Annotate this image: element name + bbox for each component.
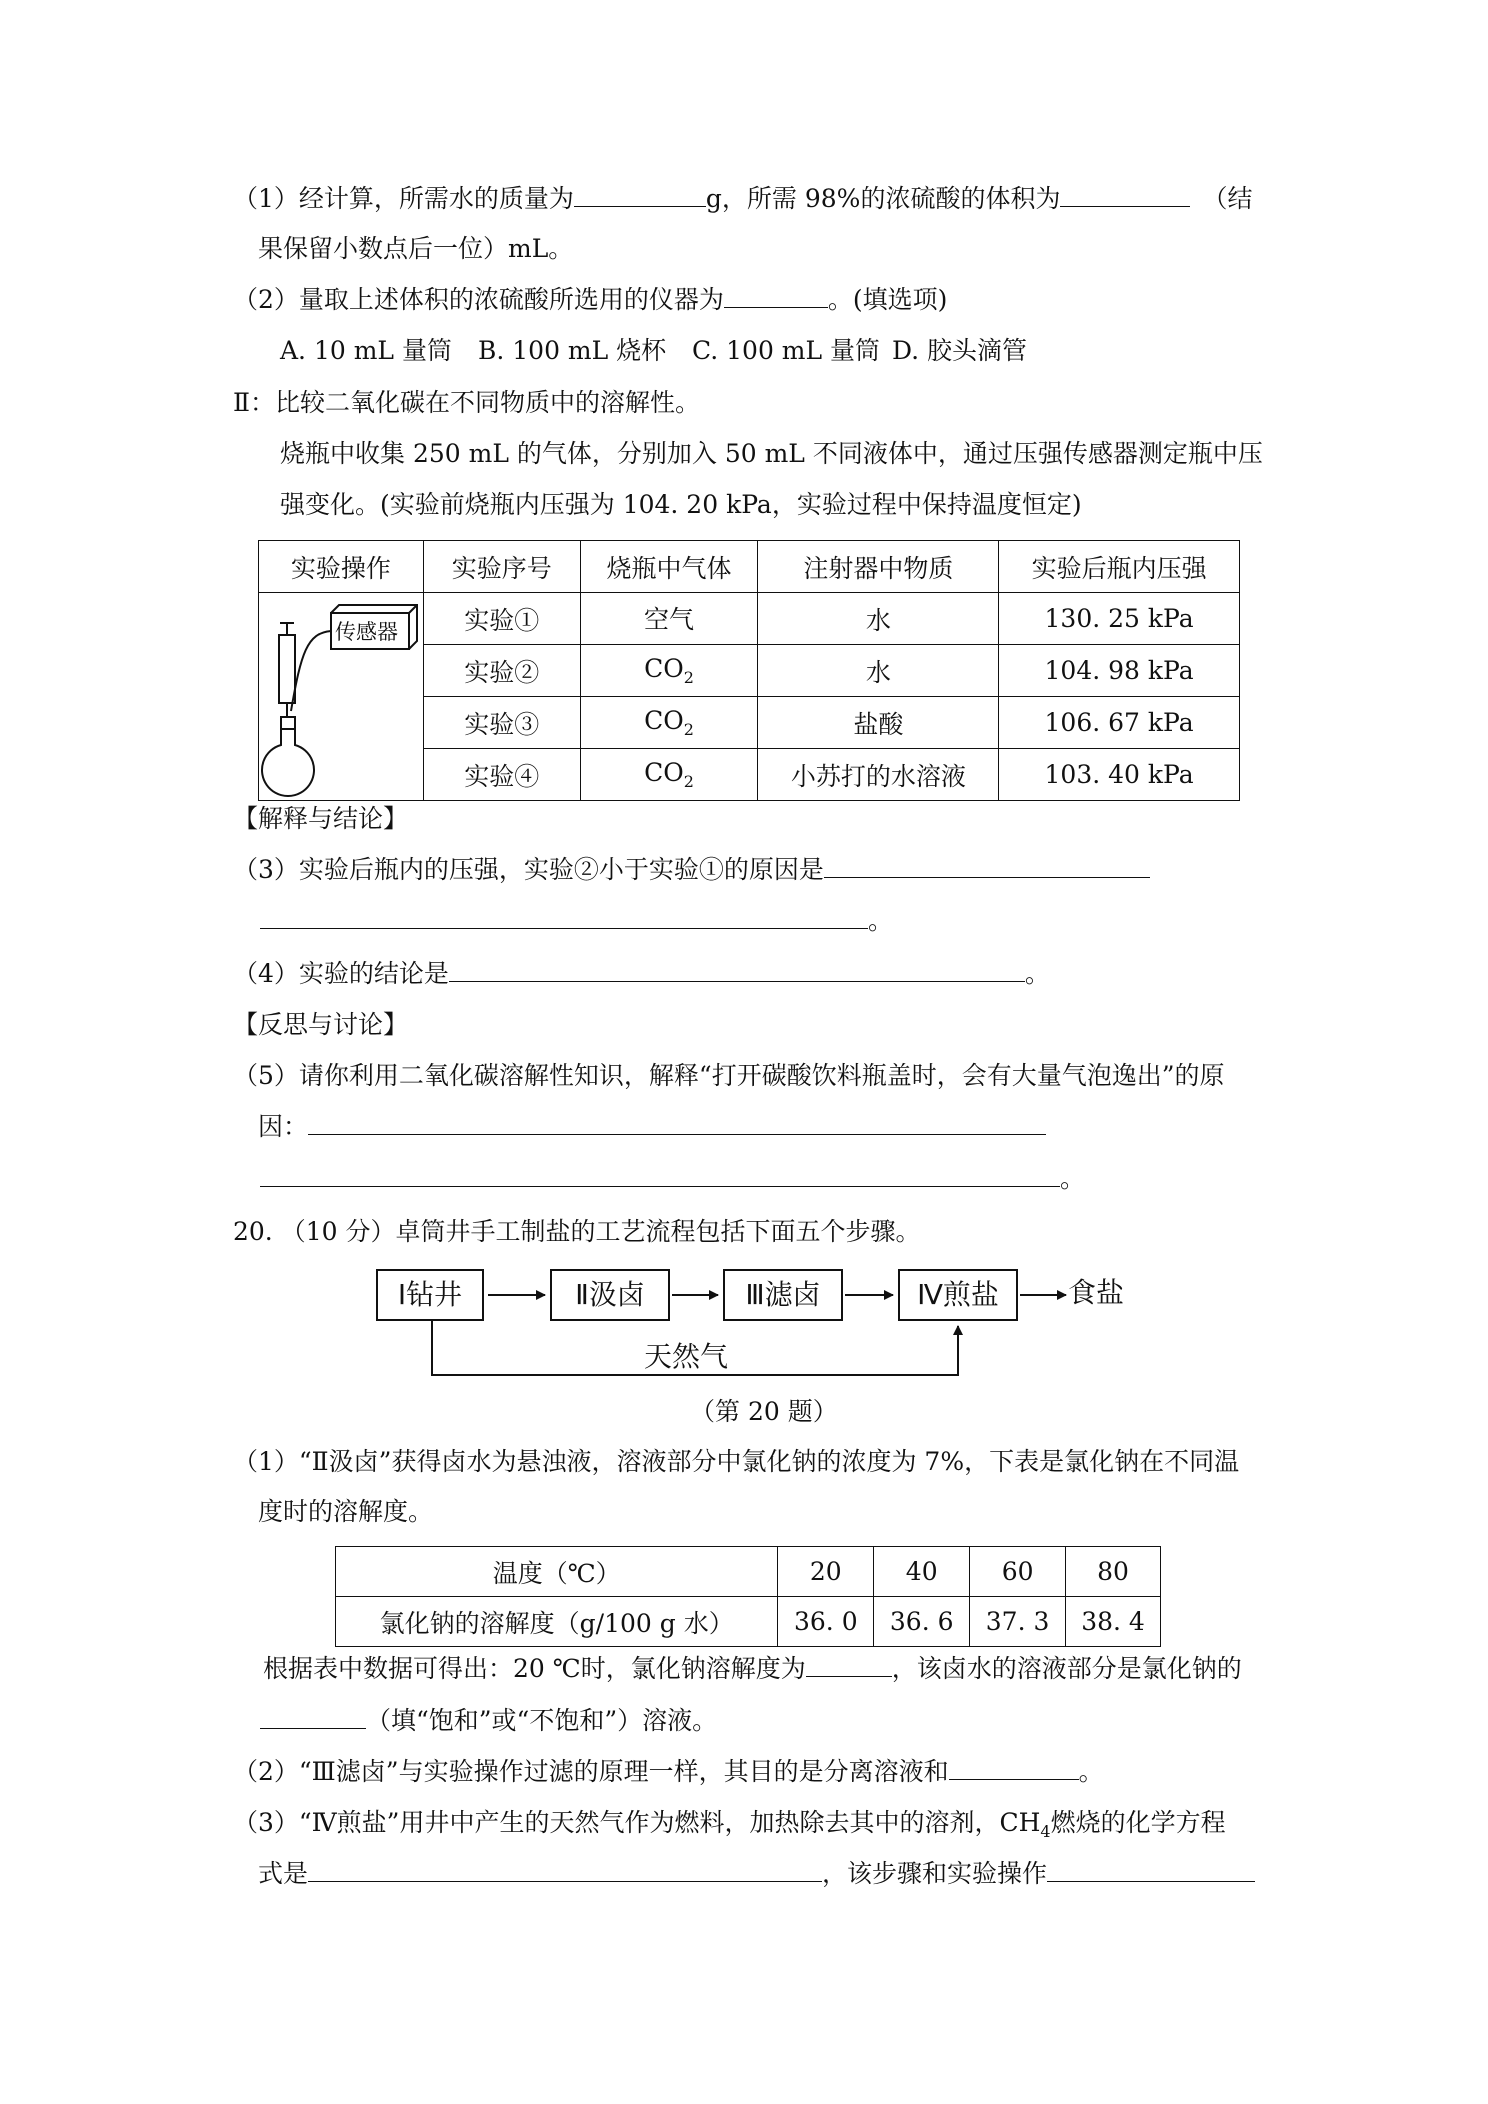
answer-blank-q5a[interactable] bbox=[308, 1110, 1046, 1135]
temp-cell: 80 bbox=[1066, 1547, 1161, 1597]
answer-blank-q3a[interactable] bbox=[824, 853, 1150, 878]
table-row bbox=[336, 1597, 1161, 1647]
header-cell: 烧瓶中气体 bbox=[580, 541, 758, 593]
section2-title: Ⅱ：比较二氧化碳在不同物质中的溶解性。 bbox=[233, 388, 700, 417]
row-pressure: 104. 98 kPa bbox=[999, 645, 1240, 697]
reflect-heading: 【反思与讨论】 bbox=[233, 1010, 409, 1039]
q2-text: （2）量取上述体积的浓硫酸所选用的仪器为 bbox=[233, 285, 724, 314]
row-substance: 水 bbox=[758, 593, 999, 645]
explain-heading: 【解释与结论】 bbox=[233, 804, 409, 833]
figure-caption: （第 20 题） bbox=[690, 1397, 838, 1426]
flow-step-4: Ⅳ煎盐 bbox=[917, 1278, 999, 1311]
q2-line bbox=[233, 283, 947, 317]
row-id: 实验④ bbox=[423, 749, 580, 801]
q3-line bbox=[233, 853, 1150, 887]
q20-title: 20. （10 分）卓筒井手工制盐的工艺流程包括下面五个步骤。 bbox=[233, 1217, 921, 1246]
table-row bbox=[259, 593, 1240, 645]
experiment-table bbox=[258, 540, 1240, 801]
experiment-table-header bbox=[259, 541, 1240, 593]
header-cell: 实验操作 bbox=[259, 541, 424, 593]
row-label: 氯化钠的溶解度（g/100 g 水） bbox=[336, 1597, 778, 1647]
temp-cell: 60 bbox=[970, 1547, 1066, 1597]
q1-text-b: g，所需 98%的浓硫酸的体积为 bbox=[705, 184, 1061, 213]
row-gas: $CO_2$ bbox=[580, 749, 758, 801]
q2-option-b: B. 100 mL 烧杯 bbox=[478, 336, 667, 365]
q1-text-c: （结 bbox=[1202, 184, 1253, 213]
flow-gas-label: 天然气 bbox=[644, 1340, 729, 1373]
row-pressure: 103. 40 kPa bbox=[999, 749, 1240, 801]
q20-1-line1: （1）“Ⅱ汲卤”获得卤水为悬浊液，溶液部分中氯化钠的浓度为 7%，下表是氯化钠在不同温 bbox=[233, 1447, 1240, 1476]
row-id: 实验③ bbox=[423, 697, 580, 749]
apparatus-cell bbox=[259, 593, 424, 801]
row-label: 温度（℃） bbox=[336, 1547, 778, 1597]
row-pressure: 106. 67 kPa bbox=[999, 697, 1240, 749]
header-cell: 注射器中物质 bbox=[758, 541, 999, 593]
answer-blank-separate[interactable] bbox=[949, 1755, 1079, 1780]
solubility-table bbox=[335, 1546, 1161, 1647]
value-cell: 36. 6 bbox=[874, 1597, 970, 1647]
q1-line1 bbox=[233, 182, 1252, 216]
answer-blank-instrument[interactable] bbox=[724, 283, 828, 308]
flow-product: 食盐 bbox=[1068, 1276, 1125, 1309]
value-cell: 37. 3 bbox=[970, 1597, 1066, 1647]
q2-option-d: D. 胶头滴管 bbox=[892, 336, 1028, 365]
row-id: 实验① bbox=[423, 593, 580, 645]
table-row bbox=[336, 1547, 1161, 1597]
section2-desc1: 烧瓶中收集 250 mL 的气体，分别加入 50 mL 不同液体中，通过压强传感器测定瓶中压 bbox=[280, 439, 1263, 468]
header-cell: 实验后瓶内压强 bbox=[999, 541, 1240, 593]
q1-line2: 果保留小数点后一位）mL。 bbox=[258, 234, 574, 263]
q5-line3: 。 bbox=[260, 1162, 1085, 1196]
q20-1-line3: 根据表中数据可得出：20 ℃时，氯化钠溶解度为 ，该卤水的溶液部分是氯化钠的 bbox=[263, 1654, 1242, 1683]
answer-blank-q3b[interactable] bbox=[260, 904, 868, 929]
q3-text: （3）实验后瓶内的压强，实验②小于实验①的原因是 bbox=[233, 855, 824, 884]
row-gas: 空气 bbox=[580, 593, 758, 645]
q20-3-line1: （3）“Ⅳ煎盐”用井中产生的天然气作为燃料，加热除去其中的溶剂，$CH_4$燃烧的化学方程 bbox=[233, 1808, 1226, 1841]
answer-blank-operation[interactable] bbox=[1047, 1857, 1255, 1882]
q1-text-a: （1）经计算，所需水的质量为 bbox=[233, 184, 574, 213]
row-id: 实验② bbox=[423, 645, 580, 697]
answer-blank-acid-volume[interactable] bbox=[1060, 182, 1190, 207]
row-substance: 小苏打的水溶液 bbox=[758, 749, 999, 801]
row-substance: 水 bbox=[758, 645, 999, 697]
answer-blank-q5b[interactable] bbox=[260, 1162, 1060, 1187]
sensor-label: 传感器 bbox=[335, 620, 398, 644]
value-cell: 36. 0 bbox=[778, 1597, 874, 1647]
q20-1-line2: 度时的溶解度。 bbox=[258, 1497, 434, 1526]
temp-cell: 40 bbox=[874, 1547, 970, 1597]
row-gas: $CO_2$ bbox=[580, 697, 758, 749]
q4-line: （4）实验的结论是 。 bbox=[233, 959, 1050, 988]
q4-text: （4）实验的结论是 bbox=[233, 959, 449, 988]
row-pressure: 130. 25 kPa bbox=[999, 593, 1240, 645]
q20-2-line: （2）“Ⅲ滤卤”与实验操作过滤的原理一样，其目的是分离溶液和 。 bbox=[233, 1757, 1104, 1786]
q2-option-c: C. 100 mL 量筒 bbox=[692, 336, 881, 365]
q5-line2: 因： bbox=[258, 1110, 1046, 1144]
q5-line1: （5）请你利用二氧化碳溶解性知识，解释“打开碳酸饮料瓶盖时，会有大量气泡逸出”的原 bbox=[233, 1061, 1225, 1090]
temp-cell: 20 bbox=[778, 1547, 874, 1597]
q2-option-a: A. 10 mL 量筒 bbox=[280, 336, 452, 365]
q20-3-line2: 式是 ，该步骤和实验操作 bbox=[258, 1857, 1255, 1891]
answer-blank-solubility[interactable] bbox=[806, 1652, 892, 1677]
flow-step-1: Ⅰ钻井 bbox=[397, 1278, 463, 1311]
section2-desc2: 强变化。(实验前烧瓶内压强为 104. 20 kPa，实验过程中保持温度恒定) bbox=[280, 490, 1082, 519]
header-cell: 实验序号 bbox=[423, 541, 580, 593]
q3-line2: 。 bbox=[260, 904, 893, 938]
answer-blank-q4[interactable] bbox=[449, 957, 1025, 982]
answer-blank-equation[interactable] bbox=[308, 1857, 822, 1882]
flow-step-2: Ⅱ汲卤 bbox=[575, 1278, 645, 1311]
row-substance: 盐酸 bbox=[758, 697, 999, 749]
flow-step-3: Ⅲ滤卤 bbox=[745, 1278, 821, 1311]
answer-blank-saturation[interactable] bbox=[260, 1704, 366, 1729]
answer-blank-water-mass[interactable] bbox=[574, 182, 706, 207]
q20-1-line4: （填“饱和”或“不饱和”）溶液。 bbox=[260, 1704, 717, 1738]
row-gas: $CO_2$ bbox=[580, 645, 758, 697]
value-cell: 38. 4 bbox=[1066, 1597, 1161, 1647]
q2-tail: 。(填选项) bbox=[827, 285, 948, 314]
